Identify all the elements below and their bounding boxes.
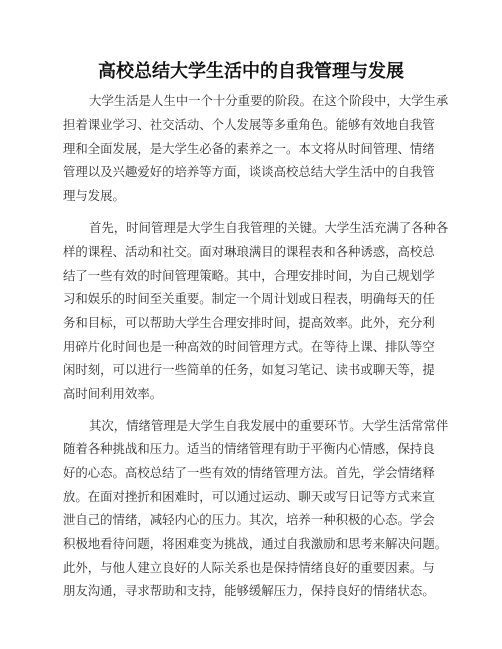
paragraph-line: 积极地看待问题，将困难变为挑战，通过自我激励和思考来解决问题。: [63, 536, 448, 551]
paragraph-line: 此外，与他人建立良好的人际关系也是保持情绪良好的重要因素。与: [63, 560, 435, 575]
paragraph-line: 管理以及兴趣爱好的培养等方面，谈谈高校总结大学生活中的自我管: [63, 164, 435, 179]
paragraph-line: 样的课程、活动和社交。面对琳琅满目的课程表和各种诱惑，高校总: [63, 244, 435, 259]
paragraph-line: 好的心态。高校总结了一些有效的情绪管理方法。首先，学会情绪释: [63, 465, 435, 480]
document-title: 高校总结大学生活中的自我管理与发展: [98, 61, 404, 82]
paragraph-line: 随着各种挑战和压力。适当的情绪管理有助于平衡内心情感，保持良: [63, 441, 435, 456]
paragraph-line: 泄自己的情绪，减轻内心的压力。其次，培养一种积极的心态。学会: [63, 512, 435, 527]
paragraph-line: 用碎片化时间也是一种高效的时间管理方式。在等待上课、排队等空: [63, 339, 435, 354]
paragraph-line: 首先，时间管理是大学生自我管理的关键。大学生活充满了各种各: [89, 220, 449, 235]
paragraph-line: 习和娱乐的时间至关重要。制定一个周计划或日程表，明确每天的任: [63, 291, 435, 306]
paragraph-line: 闲时刻，可以进行一些简单的任务，如复习笔记、读书或聊天等，提: [63, 362, 435, 377]
paragraph-line: 其次，情绪管理是大学生自我发展中的重要环节。大学生活常常伴: [89, 418, 449, 433]
paragraph-line: 高时间利用效率。: [63, 386, 163, 401]
paragraph-line: 务和目标，可以帮助大学生合理安排时间，提高效率。此外，充分利: [63, 315, 435, 330]
paragraph-line: 理与发展。: [63, 188, 125, 203]
paragraph-line: 理和全面发展，是大学生必备的素养之一。本文将从时间管理、情绪: [63, 141, 435, 156]
paragraph-line: 放。在面对挫折和困难时，可以通过运动、聊天或写日记等方式来宣: [63, 489, 435, 504]
paragraph-line: 结了一些有效的时间管理策略。其中，合理安排时间，为自己规划学: [63, 268, 435, 283]
paragraph-line: 大学生活是人生中一个十分重要的阶段。在这个阶段中，大学生承: [89, 93, 449, 108]
paragraph-line: 朋友沟通，寻求帮助和支持，能够缓解压力，保持良好的情绪状态。: [63, 583, 435, 598]
paragraph-line: 担着课业学习、社交活动、个人发展等多重角色。能够有效地自我管: [63, 117, 435, 132]
